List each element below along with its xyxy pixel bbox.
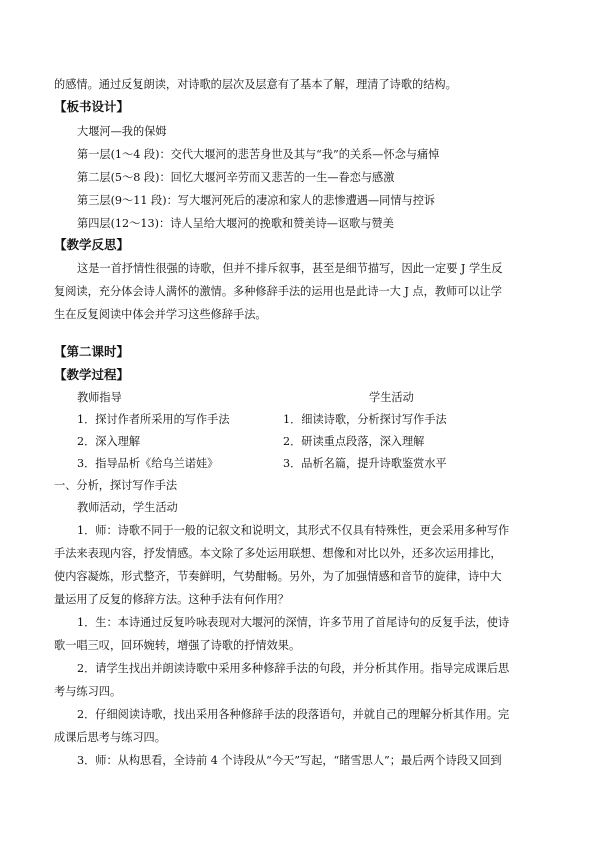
board-heading: 【板书设计】 bbox=[54, 99, 130, 114]
board-layer: 第二层(5～8 段)：回忆大堰河辛劳而又悲苦的一生—眷恋与感激 bbox=[77, 171, 395, 184]
body-line: 1．生：本诗通过反复吟咏表现对大堰河的深情，许多节用了首尾诗句的反复手法，使诗 bbox=[77, 616, 510, 629]
teacher-column-header: 教师指导 bbox=[77, 391, 122, 404]
paragraph-line: 的感情。通过反复朗读，对诗歌的层次及层意有了基本了解，理清了诗歌的结构。 bbox=[54, 78, 457, 91]
body-line: 使内容凝炼，形式整齐，节奏鲜明，气势酣畅。另外，为了加强情感和音节的旋律，诗中大 bbox=[54, 570, 502, 583]
board-layer: 第三层(9～11 段)：写大堰河死后的凄凉和家人的悲惨遭遇—同情与控诉 bbox=[77, 194, 436, 207]
student-item: 1．细读诗歌，分析探讨写作手法 bbox=[283, 413, 447, 426]
body-line: 1．师：诗歌不同于一般的记叙文和说明文，其形式不仅具有特殊性，更会采用多种写作 bbox=[77, 524, 510, 537]
teacher-item: 3．指导品析《给乌兰诺娃》 bbox=[77, 457, 219, 470]
reflection-line: 复阅读，充分体会诗人满怀的激情。多种修辞手法的运用也是此诗一大 J 点，教师可以让学 bbox=[54, 285, 502, 298]
body-line: 量运用了反复的修辞方法。这种手法有何作用？ bbox=[54, 593, 289, 606]
lesson2-heading: 【第二课时】 bbox=[54, 344, 130, 359]
reflection-heading: 【教学反思】 bbox=[54, 237, 130, 252]
student-item: 3．品析名篇，提升诗歌鉴赏水平 bbox=[283, 457, 447, 470]
teacher-item: 2．深入理解 bbox=[77, 435, 141, 448]
section-title: 一、分析，探讨写作手法 bbox=[54, 479, 178, 492]
body-line: 3．师：从构思看，全诗前 4 个诗段从“今天”写起，“睹雪思人”；最后两个诗段又回到 bbox=[77, 754, 502, 767]
process-heading: 【教学过程】 bbox=[54, 367, 130, 382]
body-line: 手法来表现内容，抒发情感。本文除了多处运用联想、想像和对比以外，还多次运用排比， bbox=[54, 547, 502, 560]
student-item: 2．研读重点段落，深入理解 bbox=[283, 435, 425, 448]
reflection-line: 生在反复阅读中体会并学习这些修辞手法。 bbox=[54, 308, 267, 321]
body-line: 考与练习四。 bbox=[54, 685, 122, 698]
board-title: 大堰河—我的保姆 bbox=[77, 125, 167, 138]
teacher-item: 1．探讨作者所采用的写作手法 bbox=[77, 413, 230, 426]
body-line: 2．仔细阅读诗歌，找出采用各种修辞手法的段落语句，并就自己的理解分析其作用。完 bbox=[77, 708, 510, 721]
activity-label: 教师活动，学生活动 bbox=[77, 501, 178, 514]
body-line: 2．请学生找出并朗读诗歌中采用多种修辞手法的句段，并分析其作用。指导完成课后思 bbox=[77, 662, 510, 675]
reflection-line: 这是一首抒情性很强的诗歌，但并不排斥叙事，甚至是细节描写，因此一定要 J 学生反 bbox=[77, 262, 503, 275]
board-layer: 第四层(12～13)：诗人呈给大堰河的挽歌和赞美诗—讴歌与赞美 bbox=[77, 217, 394, 230]
body-line: 成课后思考与练习四。 bbox=[54, 731, 166, 744]
board-layer: 第一层(1～4 段)：交代大堰河的悲苦身世及其与“我”的关系—怀念与痛悼 bbox=[77, 148, 440, 161]
student-column-header: 学生活动 bbox=[369, 391, 414, 404]
body-line: 歌一唱三叹，回环婉转，增强了诗歌的抒情效果。 bbox=[54, 639, 301, 652]
